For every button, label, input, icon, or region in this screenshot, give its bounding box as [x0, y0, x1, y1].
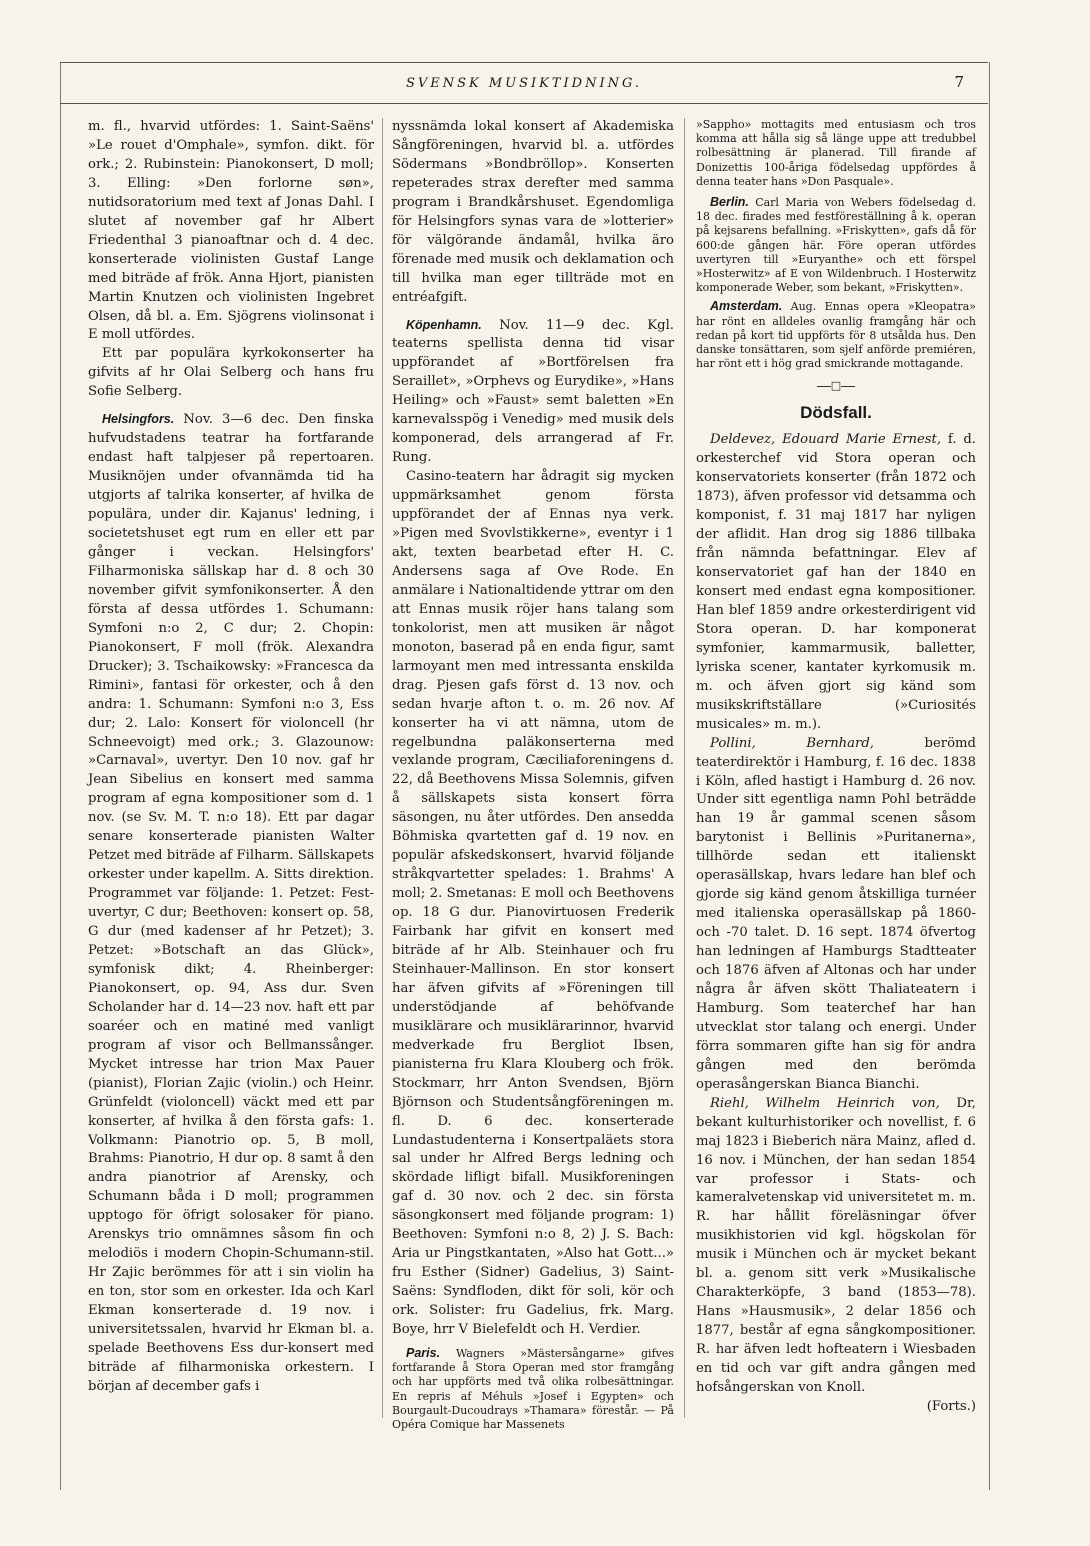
col2-paragraph-3: Casino-teatern har ådragit sig mycken uppmärksamhet genom första uppförandet der af Ennas nya verk. »Pigen med Svovlstikkerne», eventyr i 1 akt, texten bearbetad efter H. C. Andersens saga af Ove Rode. En anmälare i Nationaltidende yttrar om den att Ennas musik röjer hans talang som tonkolorist, men att musiken är något monoton, baserad på en enda figur, samt larmoyant men med intressanta enskilda drag. Pjesen gafs först d. 13 nov. och sedan hvarje afton t. o. m. 26 nov. Af konserter ha vi att nämna, utom de regelbundna paläkonserterna med vexlande program, Cæciliaforeningens d. 22, då Beethovens Missa Solemnis, gifven å sällskapets sista konsert förra säsongen, nu åter utfördes. Den ansedda Böhmiska qvartetten gaf d. 19 nov. en populär afskedskonsert, hvarvid följande stråkqvartetter spelades: 1. Brahms' A moll; 2. Smetanas: E moll och Beethovens op. 18 G dur. Pianovirtuosen Frederik Fairbank har gifvit en konsert med biträde af hr Alb. Steinhauer och fru Steinhauer-Mallinson. En stor konsert har äfven gifvits af »Föreningen till understödjande af behöfvande musiklärare och musiklärarinnor, hvarvid medverkade fru Bergliot Ibsen, pianisterna fru Klara Klouberg och frök. Stockmarr, hrr Anton Svendsen, Björn Björnson och Studentsångföreningen m. fl. D. 6 dec. konserterade Lundastudenterna i Konsertpaläets stora sal under hr Alfred Bergs ledning och skördade lifligt bifall. Musikforeningen gaf d. 30 nov. och 2 dec. sin första säsongkonsert med följande program: 1) Beethoven: Symfoni n:o 8, 2) J. S. Bach: Aria ur Pingstkantaten, »Also hat Gott...» fru Esther (Sidner) Gadelius, 3) Saint-Saëns: Syndfloden, dikt för soli, kör och ork. Solister: fru Gadelius, frk. Marg. Boye, hrr V Bielefeldt och H. Verdier. [392, 469, 674, 1338]
section-divider: □ [696, 377, 976, 396]
obituary-text-riehl: Dr, bekant kulturhistoriker och novellist, f. 6 maj 1823 i Bieberich nära Mainz, afled d. 16 nov. i München, der han sedan 1854 var professor i Stats- och kameralvetenskap vid universitetet m. m. R. har hållit föreläsningar öfver musikhistorien vid kgl. högskolan för musik i München och är mycket bekant bl. a. genom sitt verk »Musikalische Charakterköpfe, 3 band (1853—78). Hans »Hausmusik», 2 delar 1856 och 1877, består af egna sångkompositioner. R. har äfven ledt hofteatern i Wiesbaden en tid och var gift andra gången med hofsångerskan von Knoll. [696, 1095, 976, 1396]
place-heading-paris: Paris. [406, 1346, 441, 1360]
col3-berlin-section [696, 195, 976, 295]
section-heading-dodsfall: Dödsfall. [800, 403, 872, 423]
divider-line-left [817, 386, 831, 387]
col2-paragraph-1: nyssnämda lokal konsert af Akademiska Sångföreningen, hvarvid bl. a. utfördes Södermans »Bondbröllop». Konserten repeterades strax derefter med samma program i Brandkårshuset. Egendomliga för Helsingfors synas vara de »lotterier» för välgörande ändamål, hvilka äro förenade med musik och deklamation och till hvilka man eger tillträde mot en entréafgift. [392, 119, 674, 305]
col2-paragraph-4: Wagners »Mästersångarne» gifves fortfarande å Stora Operan med stor framgång och har uppförts med två olika rolbesättningar. En repris af Méhuls »Josef i Egypten» och Bourgault-Ducoudrays »Thamara» förestår. — På Opéra Comique har Massenets [392, 1347, 675, 1432]
col2-kopenhamn-section [392, 316, 674, 469]
col3-paragraph-1: »Sappho» mottagits med entusiasm och tros komma att hålla sig så länge uppe att tredubbel rolbesättning är planerad. Till firande af Donizettis 100-åriga födelsedag uppfördes å denna teater hans »Don Pasquale». [696, 118, 976, 188]
publication-title: SVENSK MUSIKTIDNING. [405, 76, 643, 91]
col1-paragraph-3: Nov. 3—6 dec. Den finska hufvudstadens teatrar ha fortfarande endast haft talpjeser på repertoaren. Musiknöjen under ofvannämda tid ha utgjorts af talrika konserter, af hvilka de populära, under dir. Kajanus' ledning, i societetshuset egt rum en eller ett par gånger i veckan. Helsingfors' Filharmoniska sällskap har d. 8 och 30 november gifvit symfonikonserter. Å den första af dessa utfördes 1. Schumann: Symfoni n:o 2, C dur; 2. Chopin: Pianokonsert, F moll (frök. Alexandra Drucker); 3. Tschaikowsky: »Francesca da Rimini», fantasi för orkester, och å den andra: 1. Schumann: Symfoni n:o 3, Ess dur; 2. Lalo: Konsert för violoncell (hr Schneevoigt) med ork.; 3. Glazounow: »Carnaval», uvertyr. Den 10 nov. gaf hr Jean Sibelius en konsert med samma program af egna kompositioner som d. 1 nov. (se Sv. M. T. n:o 18). Ett par dagar senare konserterade pianisten Walter Petzet med biträde af Filharm. Sällskapets orkester under kapellm. A. Sitts direktion. Programmet var följande: 1. Petzet: Fest-uvertyr, C dur; Beethoven: konsert op. 58, G dur (med kadenser af hr Petzet); 3. Petzet: »Botschaft an das Glück», symfonisk dikt; 4. Rheinberger: Pianokonsert, op. 94, Ass dur. Sven Scholander har d. 14—23 nov. haft ett par soaréer och en matiné med vanligt program af visor och Bellmanssånger. Mycket intresse har trion Max Pauer (pianist), Florian Zajic (violin.) och Heinr. Grünfeldt (violoncell) väckt med ett par konserter, af hvilka å den första gafs: 1. Volkmann: Pianotrio op. 5, B moll, Brahms: Pianotrio, H dur op. 8 samt å den andra pianotrior af Arensky, och Schumann båda i D moll; programmen upptogo för öfrigt solosaker för piano. Arenskys trio omnämnes såsom fin och melodiös i modern Chopin-Schumann-stil. Hr Zajic berömmes för att i sin violin ha en ton, stor som en orkester. Ida och Karl Ekman konserterade d. 19 nov. i universitetssalen, hvarvid hr Ekman bl. a. spelade Beethovens Ess dur-konsert med biträde af filharmoniska orkestern. I början af december gafs i [88, 412, 374, 1394]
obituary-pollini [696, 735, 976, 1095]
col2-paragraph-2: Nov. 11—9 dec. Kgl. teaterns spellista denna tid visar uppförandet af »Bortförelsen fra Seraillet», »Orphevs og Eurydike», »Hans Heiling» och »Faust» semt baletten »En karnevalsspög i Venedig» med musik dels komponerad, dels arrangerad af Fr. Rung. [392, 317, 674, 466]
column-rule-2 [684, 118, 685, 1418]
obituary-name-pollini: Pollini, Bernhard, [710, 735, 874, 751]
place-heading-berlin: Berlin. [710, 195, 749, 210]
col3-paragraph-3: Aug. Ennas opera »Kleopatra» har rönt en alldeles ovanlig framgång här och redan på kort tid uppförts för 8 utsålda hus. Den danske tonsättaren, som sjelf anförde premiéren, har rönt ett i hög grad smickrande mottagande. [696, 300, 976, 371]
col1-paragraph-2: Ett par populära kyrkokonserter ha gifvits af hr Olai Selberg och hans fru Sofie Selberg. [88, 346, 374, 400]
place-heading-kopenhamn: Köpenhamn. [406, 317, 482, 332]
obituary-riehl [696, 1095, 976, 1398]
place-heading-amsterdam: Amsterdam. [710, 299, 783, 314]
obituary-text-pollini: berömd teaterdirektör i Hamburg, f. 16 dec. 1838 i Köln, afled hastigt i Hamburg d. 26 nov. Under sitt egentliga namn Pohl beträdde han 19 år gammal scenen såsom barytonist i Bellinis »Puritanerna», tillhörde sedan ett italienskt operasällskap, hvars ledare han blef och gjorde sig känd genom åtskilliga turnéer med italienska operasällskap på 1860- och -70 talet. D. 16 sept. 1874 öfvertog han ledningen af Hamburgs Stadtteater och 1876 äfven af Altonas och har under några år äfven skött Thaliateatern i Hamburg. Som teaterchef har han utvecklat stor talang och energi. Under förra sommaren gifte han sig för andra gången med den berömda operasångerskan Bianca Bianchi. [696, 735, 976, 1092]
page-number: 7 [954, 73, 964, 91]
continued-note: (Forts.) [926, 1398, 976, 1414]
obituary-text-deldevez: f. d. orkesterchef vid Stora operan och konservatoriets konserter (från 1872 och 1873), äfven professor vid detsamma och komponist, f. 31 maj 1817 har nyligen der aflidit. Han drog sig 1886 tillbaka från nämnda befattningar. Elev af konservatoriet gaf han der 1840 en konsert med endast egna kompositioner. Han blef 1859 andre orkesterdirigent vid Stora operan. D. har komponerat symfonier, kammarmusik, balletter, lyriska scener, kantater kyrkomusik m. m. och äfven gjort sig känd som musikskriftställare (»Curiosités musicales» m. m.). [696, 432, 976, 732]
col1-paragraph-1: m. fl., hvarvid utfördes: 1. Saint-Saëns' »Le rouet d'Omphale», symfon. dikt. för ork.; 2. Rubinstein: Pianokonsert, D moll; 3. Elling: »Den forlorne søn», nutidsoratorium med text af Jonas Dahl. I slutet af november gaf hr Albert Friedenthal 3 pianoaftnar och d. 4 dec. konserterade violinisten Gustaf Lange med biträde af frök. Anna Hjort, pianisten Martin Knutzen och violinisten Ingebret Olsen, då bl. a. Em. Sjögrens violinsonat i E moll utfördes. [88, 119, 374, 343]
obituary-name-riehl: Riehl, Wilhelm Heinrich von, [710, 1095, 940, 1111]
column-1 [88, 118, 374, 1423]
column-3 [696, 118, 976, 1418]
column-rule-1 [382, 118, 383, 1418]
place-heading-helsingfors: Helsingfors. [102, 412, 175, 427]
obituary-deldevez [696, 431, 976, 734]
col3-amsterdam-section [696, 299, 976, 371]
running-header [60, 62, 988, 104]
column-2 [392, 118, 675, 1432]
col2-paris-section [392, 1346, 674, 1432]
obituary-name-deldevez: Deldevez, Edouard Marie Ernest, [710, 432, 942, 448]
divider-line-right [841, 386, 855, 387]
col1-helsingfors-section [88, 410, 374, 1397]
col3-paragraph-2: Carl Maria von Webers födelsedag d. 18 dec. firades med festföreställning å k. operan på kejsarens befallning. »Friskytten», gafs då för 600:de gången här. Före operan utfördes uvertyren till »Euryanthe» och ett förspel »Hosterwitz» af E von Wildenbruch. I Hosterwitz komponerade Weber, som bekant, »Friskytten». [696, 196, 976, 295]
